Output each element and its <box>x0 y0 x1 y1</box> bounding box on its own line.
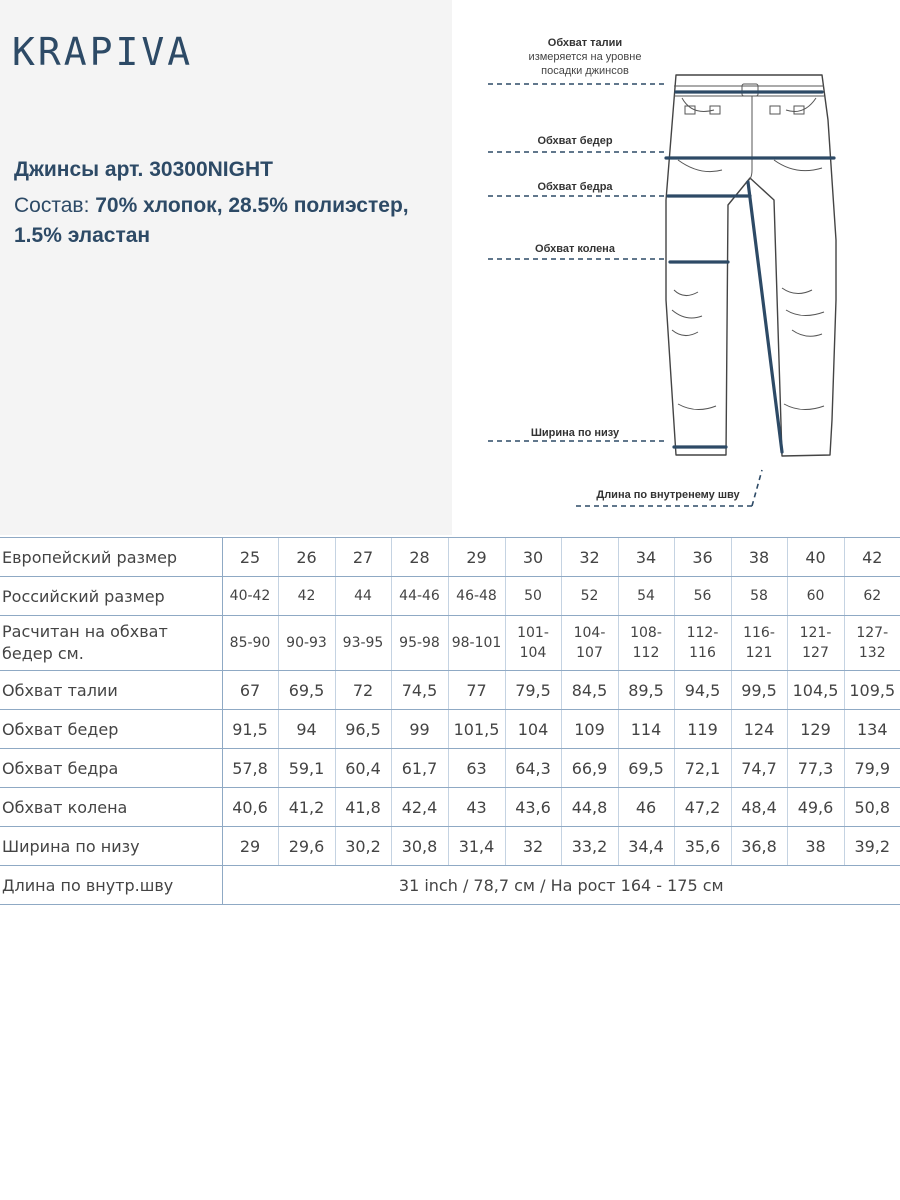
row-label: Длина по внутр.шву <box>0 866 222 905</box>
size-cell: 127- 132 <box>844 616 900 671</box>
size-cell: 36 <box>674 538 731 577</box>
size-cell: 101,5 <box>448 710 505 749</box>
size-cell: 114 <box>618 710 674 749</box>
size-cell: 29 <box>222 827 278 866</box>
size-cell: 85-90 <box>222 616 278 671</box>
thigh-label: Обхват бедра <box>537 181 613 193</box>
size-cell: 29 <box>448 538 505 577</box>
size-cell: 90-93 <box>278 616 335 671</box>
composition <box>14 191 454 251</box>
size-cell: 61,7 <box>391 749 448 788</box>
size-cell: 72 <box>335 671 391 710</box>
size-cell: 40-42 <box>222 577 278 616</box>
size-cell: 31,4 <box>448 827 505 866</box>
row-label: Обхват талии <box>0 671 222 710</box>
size-cell: 121- 127 <box>787 616 844 671</box>
size-cell: 33,2 <box>561 827 618 866</box>
size-cell: 94,5 <box>674 671 731 710</box>
size-cell: 34 <box>618 538 674 577</box>
size-cell: 69,5 <box>278 671 335 710</box>
size-cell: 63 <box>448 749 505 788</box>
row-hips <box>0 710 900 749</box>
size-cell: 42,4 <box>391 788 448 827</box>
size-cell: 44-46 <box>391 577 448 616</box>
size-cell: 30,2 <box>335 827 391 866</box>
size-cell: 99,5 <box>731 671 787 710</box>
size-cell: 60 <box>787 577 844 616</box>
size-cell: 104,5 <box>787 671 844 710</box>
size-cell: 35,6 <box>674 827 731 866</box>
size-cell: 91,5 <box>222 710 278 749</box>
row-label: Обхват бедра <box>0 749 222 788</box>
size-cell: 79,9 <box>844 749 900 788</box>
row-waist <box>0 671 900 710</box>
row-eu-size <box>0 538 900 577</box>
row-hem <box>0 827 900 866</box>
size-cell: 124 <box>731 710 787 749</box>
size-cell: 30,8 <box>391 827 448 866</box>
row-label <box>0 616 222 671</box>
size-cell: 50 <box>505 577 561 616</box>
size-cell: 74,5 <box>391 671 448 710</box>
size-cell: 95-98 <box>391 616 448 671</box>
size-cell: 66,9 <box>561 749 618 788</box>
size-cell: 72,1 <box>674 749 731 788</box>
size-cell: 116- 121 <box>731 616 787 671</box>
size-cell: 77,3 <box>787 749 844 788</box>
size-cell: 89,5 <box>618 671 674 710</box>
size-cell: 119 <box>674 710 731 749</box>
size-table <box>0 537 900 905</box>
knee-label: Обхват колена <box>535 243 615 255</box>
size-cell: 46 <box>618 788 674 827</box>
jeans-measurement-diagram <box>452 0 900 535</box>
size-cell: 44,8 <box>561 788 618 827</box>
hips-label: Обхват бедер <box>537 135 613 147</box>
size-cell: 98-101 <box>448 616 505 671</box>
size-cell: 38 <box>731 538 787 577</box>
row-label-line: бедер см. <box>2 644 84 663</box>
row-label: Европейский размер <box>0 538 222 577</box>
info-panel <box>0 0 452 535</box>
size-cell: 67 <box>222 671 278 710</box>
size-cell: 28 <box>391 538 448 577</box>
size-cell: 69,5 <box>618 749 674 788</box>
waist-note-2: посадки джинсов <box>541 65 629 77</box>
size-cell: 58 <box>731 577 787 616</box>
size-cell: 104- 107 <box>561 616 618 671</box>
size-cell: 56 <box>674 577 731 616</box>
size-cell: 44 <box>335 577 391 616</box>
hem-label: Ширина по низу <box>530 427 620 439</box>
size-cell: 64,3 <box>505 749 561 788</box>
size-cell: 42 <box>278 577 335 616</box>
size-cell: 43,6 <box>505 788 561 827</box>
inseam-label: Длина по внутренему шву <box>596 489 740 501</box>
size-cell: 104 <box>505 710 561 749</box>
size-cell: 134 <box>844 710 900 749</box>
row-label: Ширина по низу <box>0 827 222 866</box>
size-cell: 29,6 <box>278 827 335 866</box>
size-cell: 60,4 <box>335 749 391 788</box>
size-cell: 52 <box>561 577 618 616</box>
size-cell: 34,4 <box>618 827 674 866</box>
size-cell: 26 <box>278 538 335 577</box>
size-cell: 94 <box>278 710 335 749</box>
size-cell: 79,5 <box>505 671 561 710</box>
size-cell: 96,5 <box>335 710 391 749</box>
size-cell: 129 <box>787 710 844 749</box>
row-ru-size <box>0 577 900 616</box>
size-cell: 42 <box>844 538 900 577</box>
size-cell: 30 <box>505 538 561 577</box>
size-cell: 84,5 <box>561 671 618 710</box>
row-knee <box>0 788 900 827</box>
size-cell: 112- 116 <box>674 616 731 671</box>
composition-label: Состав: <box>14 194 96 217</box>
composition-value: 70% хлопок, 28.5% полиэстер, 1.5% эластан <box>14 194 409 247</box>
row-thigh <box>0 749 900 788</box>
row-label: Обхват бедер <box>0 710 222 749</box>
size-cell: 27 <box>335 538 391 577</box>
size-cell: 109,5 <box>844 671 900 710</box>
size-cell: 108- 112 <box>618 616 674 671</box>
size-cell: 54 <box>618 577 674 616</box>
size-cell: 43 <box>448 788 505 827</box>
size-cell: 39,2 <box>844 827 900 866</box>
row-label: Российский размер <box>0 577 222 616</box>
brand-logo: KRAPIVA <box>12 30 194 74</box>
size-cell: 93-95 <box>335 616 391 671</box>
size-cell: 99 <box>391 710 448 749</box>
size-cell: 38 <box>787 827 844 866</box>
size-cell: 59,1 <box>278 749 335 788</box>
size-cell: 40,6 <box>222 788 278 827</box>
row-label: Обхват колена <box>0 788 222 827</box>
size-cell: 32 <box>561 538 618 577</box>
size-cell: 46-48 <box>448 577 505 616</box>
size-cell: 49,6 <box>787 788 844 827</box>
waist-label: Обхват талии <box>547 37 623 49</box>
size-cell: 25 <box>222 538 278 577</box>
size-cell: 57,8 <box>222 749 278 788</box>
inseam-value: 31 inch / 78,7 см / На рост 164 - 175 см <box>222 866 900 905</box>
size-cell: 77 <box>448 671 505 710</box>
size-cell: 41,2 <box>278 788 335 827</box>
size-cell: 36,8 <box>731 827 787 866</box>
row-inseam <box>0 866 900 905</box>
size-cell: 32 <box>505 827 561 866</box>
size-cell: 41,8 <box>335 788 391 827</box>
size-cell: 109 <box>561 710 618 749</box>
size-cell: 48,4 <box>731 788 787 827</box>
row-hip-fit <box>0 616 900 671</box>
row-label-line: Расчитан на обхват <box>2 622 168 641</box>
product-title: Джинсы арт. 30300NIGHT <box>14 158 273 181</box>
size-cell: 40 <box>787 538 844 577</box>
size-cell: 101- 104 <box>505 616 561 671</box>
size-cell: 47,2 <box>674 788 731 827</box>
waist-note-1: измеряется на уровне <box>528 51 642 63</box>
size-cell: 50,8 <box>844 788 900 827</box>
size-cell: 74,7 <box>731 749 787 788</box>
size-cell: 62 <box>844 577 900 616</box>
